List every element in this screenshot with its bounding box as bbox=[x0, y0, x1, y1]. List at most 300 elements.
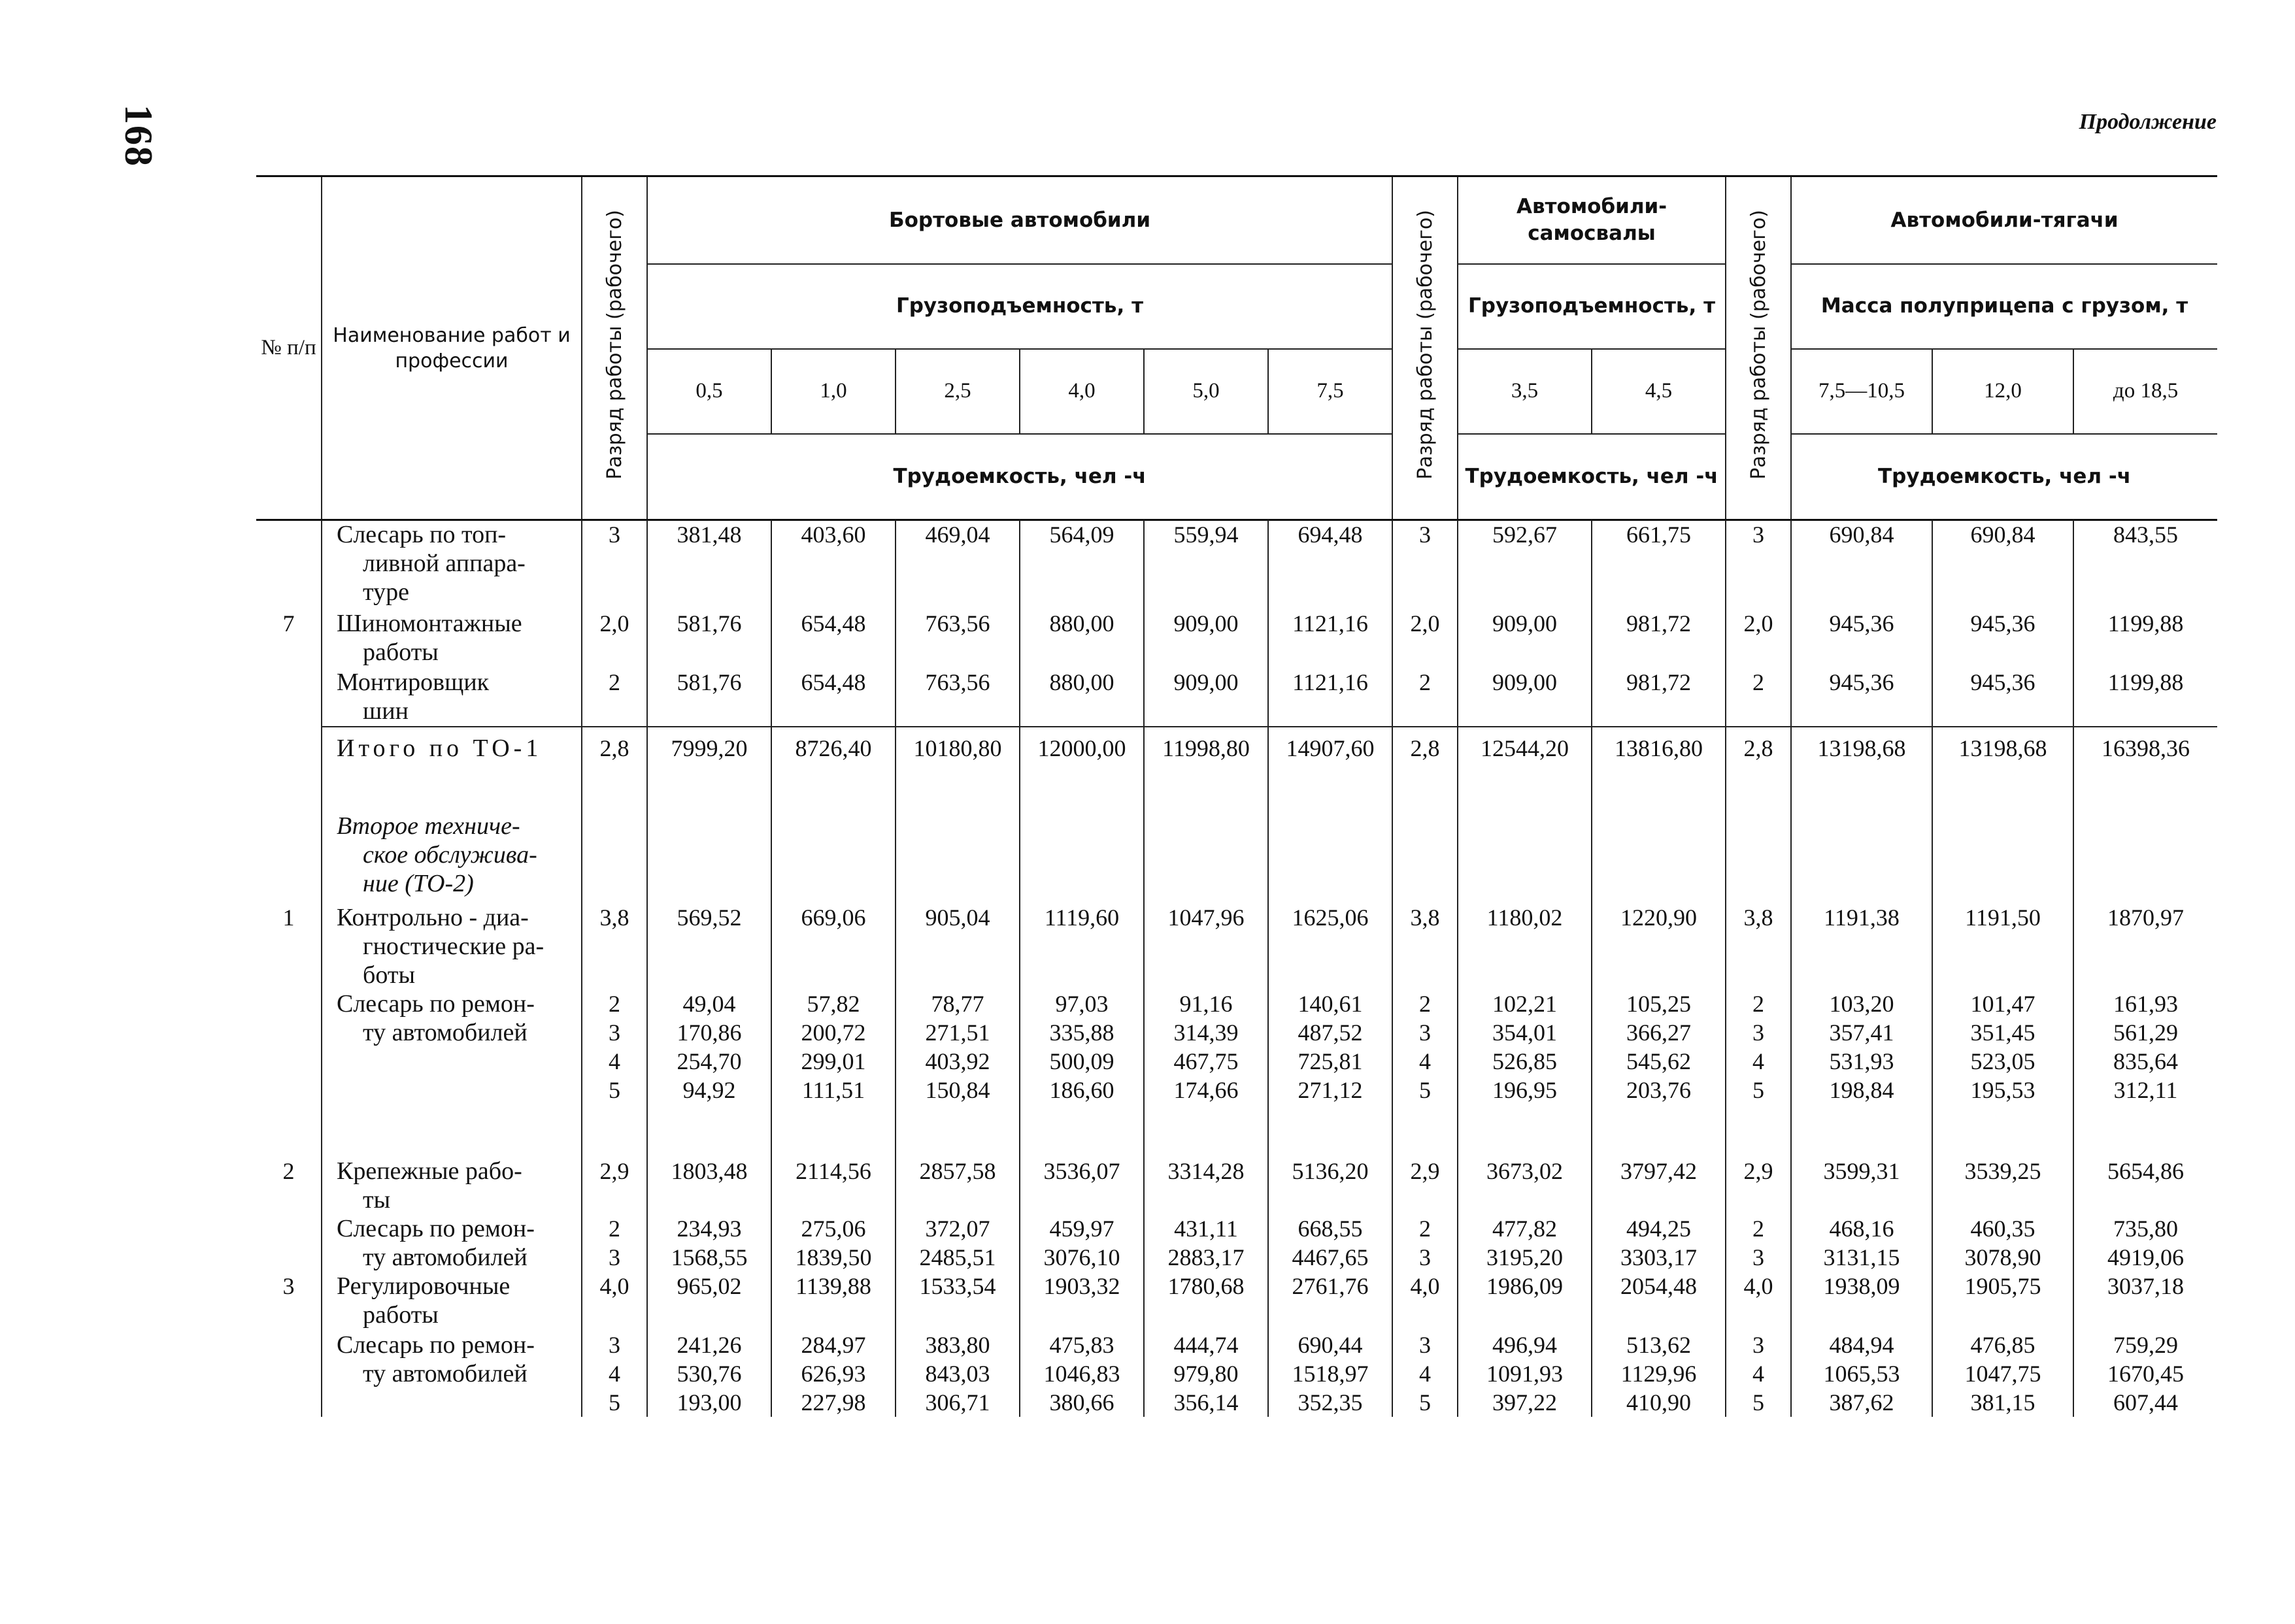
grade-cell bbox=[1392, 609, 1458, 668]
cell-value: 909,00 bbox=[1173, 610, 1239, 637]
value-cell-flatbed bbox=[1268, 727, 1392, 812]
value-cell-flatbed bbox=[896, 1133, 1020, 1214]
row-name-line: Контрольно - диа- bbox=[337, 904, 529, 931]
cell-value: 654,48 bbox=[801, 669, 866, 695]
cell-value: 5654,86 bbox=[2107, 1158, 2184, 1184]
row-name-line: Регулировочные bbox=[337, 1272, 511, 1300]
row-name bbox=[322, 1133, 582, 1214]
row-number bbox=[256, 812, 322, 903]
header-number bbox=[256, 176, 322, 520]
header-size: 5,0 bbox=[1144, 349, 1268, 434]
cell-value: 843,55 bbox=[2113, 522, 2178, 548]
cell-value: 380,66 bbox=[1049, 1389, 1114, 1416]
cell-value: 372,07 bbox=[925, 1216, 990, 1242]
cell-value: 2761,76 bbox=[1292, 1273, 1369, 1299]
header-labor-3: Трудоемкость, чел -ч bbox=[1791, 434, 2217, 520]
cell-value: 444,74 bbox=[1173, 1332, 1239, 1358]
value-cell-tractor bbox=[2073, 609, 2217, 668]
cell-value: 3 bbox=[1752, 522, 1764, 548]
value-cell-flatbed bbox=[771, 727, 896, 812]
cell-value: 945,36 bbox=[1829, 669, 1894, 695]
cell-value: 306,71 bbox=[925, 1389, 990, 1416]
grade-cell bbox=[1392, 727, 1458, 812]
grade-cell bbox=[582, 903, 647, 989]
cell-value: 312,11 bbox=[2113, 1077, 2178, 1103]
value-cell-dump bbox=[1592, 520, 1726, 609]
cell-value: 3 bbox=[1419, 522, 1431, 548]
row-name-line: ту автомобилей bbox=[363, 1244, 528, 1271]
cell-value: 12544,20 bbox=[1481, 735, 1569, 761]
cell-value: 3314,28 bbox=[1167, 1158, 1245, 1184]
cell-value: 234,93 bbox=[677, 1216, 742, 1242]
value-cell-flatbed bbox=[1020, 1272, 1144, 1331]
value-cell-flatbed bbox=[1268, 989, 1392, 1133]
cell-value: 2114,56 bbox=[796, 1158, 871, 1184]
value-cell-tractor bbox=[1791, 520, 1932, 609]
grade-cell bbox=[1392, 1272, 1458, 1331]
value-cell-dump bbox=[1592, 668, 1726, 727]
header-size: 2,5 bbox=[896, 349, 1020, 434]
cell-value: 410,90 bbox=[1626, 1389, 1691, 1416]
value-cell-flatbed bbox=[647, 727, 771, 812]
row-number bbox=[256, 1331, 322, 1417]
value-cell-flatbed bbox=[1020, 609, 1144, 668]
value-cell-tractor bbox=[1932, 668, 2073, 727]
cell-value: 195,53 bbox=[1970, 1077, 2035, 1103]
cell-value: 1533,54 bbox=[919, 1273, 996, 1299]
value-cell-flatbed bbox=[1268, 1133, 1392, 1214]
value-cell-flatbed bbox=[647, 1272, 771, 1331]
cell-value: 161,93 bbox=[2113, 991, 2178, 1017]
cell-value: 2 bbox=[1752, 991, 1764, 1017]
value-cell-flatbed bbox=[1268, 520, 1392, 609]
cell-value: 487,52 bbox=[1298, 1019, 1363, 1046]
cell-value: 431,11 bbox=[1174, 1216, 1238, 1242]
value-cell-tractor bbox=[1791, 1331, 1932, 1417]
header-size: 0,5 bbox=[647, 349, 771, 434]
cell-value: 2883,17 bbox=[1167, 1244, 1245, 1270]
row-name-line: ливной аппара- bbox=[363, 550, 526, 577]
value-cell-dump bbox=[1458, 1331, 1592, 1417]
value-cell-flatbed bbox=[647, 903, 771, 989]
header-grade-3 bbox=[1726, 176, 1791, 520]
cell-value: 271,51 bbox=[925, 1019, 990, 1046]
cell-value: 1129,96 bbox=[1620, 1361, 1697, 1387]
value-cell-dump bbox=[1592, 903, 1726, 989]
value-cell-flatbed bbox=[771, 1133, 896, 1214]
grade-cell bbox=[582, 812, 647, 903]
cell-value: 843,03 bbox=[925, 1361, 990, 1387]
header-number-text: № п/п bbox=[261, 336, 316, 360]
header-labor-1: Трудоемкость, чел -ч bbox=[647, 434, 1392, 520]
table-row bbox=[256, 903, 2217, 989]
grade-cell bbox=[1392, 1214, 1458, 1272]
cell-value: 1568,55 bbox=[671, 1244, 748, 1270]
row-name-line: Слесарь по ремон- bbox=[337, 1215, 535, 1242]
cell-value: 1938,09 bbox=[1823, 1273, 1900, 1299]
value-cell-tractor bbox=[1932, 727, 2073, 812]
cell-value: 880,00 bbox=[1049, 669, 1114, 695]
value-cell-flatbed bbox=[647, 1214, 771, 1272]
cell-value: 4467,65 bbox=[1292, 1244, 1369, 1270]
grade-cell bbox=[1392, 903, 1458, 989]
cell-value: 2485,51 bbox=[919, 1244, 996, 1270]
cell-value: 3076,10 bbox=[1043, 1244, 1120, 1270]
page-number: 168 bbox=[117, 105, 160, 167]
value-cell-flatbed bbox=[647, 812, 771, 903]
value-cell-tractor bbox=[1791, 1214, 1932, 1272]
value-cell-flatbed bbox=[771, 1331, 896, 1417]
row-name-line: Слесарь по ремон- bbox=[337, 990, 535, 1018]
cell-value: 526,85 bbox=[1492, 1048, 1557, 1074]
cell-value: 2 bbox=[1752, 669, 1764, 695]
cell-value: 94,92 bbox=[682, 1077, 736, 1103]
cell-value: 459,97 bbox=[1049, 1216, 1114, 1242]
cell-value: 170,86 bbox=[677, 1019, 742, 1046]
cell-value: 3 bbox=[609, 1332, 620, 1358]
cell-value: 945,36 bbox=[1829, 610, 1894, 637]
cell-value: 467,75 bbox=[1173, 1048, 1239, 1074]
cell-value: 3673,02 bbox=[1486, 1158, 1563, 1184]
cell-value: 2054,48 bbox=[1620, 1273, 1697, 1299]
cell-value: 284,97 bbox=[801, 1332, 866, 1358]
value-cell-flatbed bbox=[896, 727, 1020, 812]
value-cell-flatbed bbox=[647, 989, 771, 1133]
grade-cell bbox=[1392, 1331, 1458, 1417]
grade-cell bbox=[582, 1133, 647, 1214]
cell-value: 468,16 bbox=[1829, 1216, 1894, 1242]
grade-cell bbox=[1392, 1133, 1458, 1214]
cell-value: 335,88 bbox=[1049, 1019, 1114, 1046]
header-grade-1-text: Разряд работы (рабочего) bbox=[603, 209, 626, 480]
cell-value: 5 bbox=[1752, 1077, 1764, 1103]
cell-value: 241,26 bbox=[677, 1332, 742, 1358]
row-name-line: Слесарь по ремон- bbox=[337, 1331, 535, 1359]
value-cell-flatbed bbox=[1144, 1214, 1268, 1272]
cell-value: 2857,58 bbox=[919, 1158, 996, 1184]
value-cell-tractor bbox=[1791, 903, 1932, 989]
header-group-1: Бортовые автомобили bbox=[647, 176, 1392, 264]
header-size: 1,0 bbox=[771, 349, 896, 434]
cell-value: 1780,68 bbox=[1167, 1273, 1245, 1299]
cell-value: 530,76 bbox=[677, 1361, 742, 1387]
cell-value: 227,98 bbox=[801, 1389, 866, 1416]
header-grade-3-text: Разряд работы (рабочего) bbox=[1747, 209, 1770, 480]
value-cell-flatbed bbox=[896, 668, 1020, 727]
value-cell-flatbed bbox=[1268, 1331, 1392, 1417]
value-cell-flatbed bbox=[1268, 668, 1392, 727]
cell-value: 351,45 bbox=[1970, 1019, 2035, 1046]
cell-value: 4,0 bbox=[1410, 1273, 1440, 1299]
cell-value: 2 bbox=[1419, 991, 1431, 1017]
cell-value: 494,25 bbox=[1626, 1216, 1691, 1242]
cell-value: 275,06 bbox=[801, 1216, 866, 1242]
cell-value: 13198,68 bbox=[1817, 735, 1906, 761]
value-cell-tractor bbox=[2073, 727, 2217, 812]
grade-cell bbox=[1392, 520, 1458, 609]
grade-cell bbox=[582, 609, 647, 668]
value-cell-flatbed bbox=[1144, 520, 1268, 609]
cell-value: 3,8 bbox=[1743, 904, 1773, 931]
value-cell-flatbed bbox=[1020, 1214, 1144, 1272]
cell-value: 763,56 bbox=[925, 669, 990, 695]
table-row bbox=[256, 1331, 2217, 1417]
value-cell-flatbed bbox=[1020, 989, 1144, 1133]
cell-value: 254,70 bbox=[677, 1048, 742, 1074]
cell-value: 725,81 bbox=[1298, 1048, 1363, 1074]
value-cell-tractor bbox=[2073, 1133, 2217, 1214]
cell-value: 909,00 bbox=[1492, 610, 1557, 637]
cell-value: 694,48 bbox=[1298, 522, 1363, 548]
value-cell-flatbed bbox=[1144, 812, 1268, 903]
cell-value: 3 bbox=[1419, 1332, 1431, 1358]
table-row bbox=[256, 812, 2217, 903]
cell-value: 4919,06 bbox=[2107, 1244, 2184, 1270]
cell-value: 909,00 bbox=[1173, 669, 1239, 695]
grade-cell bbox=[1392, 989, 1458, 1133]
header-capacity-2: Грузоподъемность, т bbox=[1458, 264, 1726, 349]
cell-value: 314,39 bbox=[1173, 1019, 1239, 1046]
cell-value: 186,60 bbox=[1049, 1077, 1114, 1103]
cell-value: 1870,97 bbox=[2107, 904, 2184, 931]
row-number: 3 bbox=[282, 1273, 295, 1299]
cell-value: 2,0 bbox=[599, 610, 629, 637]
value-cell-flatbed bbox=[896, 989, 1020, 1133]
value-cell-tractor bbox=[1791, 609, 1932, 668]
cell-value: 475,83 bbox=[1049, 1332, 1114, 1358]
cell-value: 4,0 bbox=[599, 1273, 629, 1299]
cell-value: 668,55 bbox=[1298, 1216, 1363, 1242]
cell-value: 5136,20 bbox=[1292, 1158, 1369, 1184]
value-cell-flatbed bbox=[1020, 520, 1144, 609]
cell-value: 105,25 bbox=[1626, 991, 1691, 1017]
value-cell-flatbed bbox=[1020, 727, 1144, 812]
cell-value: 1199,88 bbox=[2107, 610, 2184, 637]
cell-value: 3,8 bbox=[599, 904, 629, 931]
value-cell-flatbed bbox=[1144, 609, 1268, 668]
row-name bbox=[322, 1214, 582, 1272]
value-cell-tractor bbox=[2073, 903, 2217, 989]
row-name bbox=[322, 812, 582, 903]
value-cell-flatbed bbox=[771, 989, 896, 1133]
grade-cell bbox=[1726, 668, 1791, 727]
value-cell-flatbed bbox=[1020, 903, 1144, 989]
cell-value: 909,00 bbox=[1492, 669, 1557, 695]
cell-value: 2 bbox=[1419, 669, 1431, 695]
cell-value: 1670,45 bbox=[2107, 1361, 2184, 1387]
cell-value: 484,94 bbox=[1829, 1332, 1894, 1358]
grade-cell bbox=[582, 1331, 647, 1417]
table-header bbox=[256, 175, 2217, 521]
cell-value: 4 bbox=[609, 1048, 620, 1074]
cell-value: 469,04 bbox=[925, 522, 990, 548]
cell-value: 140,61 bbox=[1298, 991, 1363, 1017]
cell-value: 387,62 bbox=[1829, 1389, 1894, 1416]
row-number bbox=[256, 520, 322, 609]
cell-value: 2,0 bbox=[1410, 610, 1440, 637]
grade-cell bbox=[1726, 520, 1791, 609]
row-number bbox=[256, 668, 322, 727]
value-cell-flatbed bbox=[1144, 668, 1268, 727]
cell-value: 1905,75 bbox=[1964, 1273, 2041, 1299]
value-cell-flatbed bbox=[771, 1272, 896, 1331]
value-cell-tractor bbox=[1791, 1133, 1932, 1214]
value-cell-flatbed bbox=[771, 668, 896, 727]
value-cell-dump bbox=[1592, 609, 1726, 668]
cell-value: 3 bbox=[1752, 1332, 1764, 1358]
value-cell-flatbed bbox=[896, 812, 1020, 903]
value-cell-flatbed bbox=[1020, 812, 1144, 903]
row-name bbox=[322, 989, 582, 1133]
value-cell-flatbed bbox=[771, 1214, 896, 1272]
value-cell-dump bbox=[1458, 812, 1592, 903]
row-name-line: Шиномонтажные bbox=[337, 610, 522, 637]
cell-value: 1047,96 bbox=[1167, 904, 1245, 931]
cell-value: 203,76 bbox=[1626, 1077, 1691, 1103]
value-cell-dump bbox=[1458, 1214, 1592, 1272]
row-number bbox=[256, 1214, 322, 1272]
cell-value: 4 bbox=[1752, 1361, 1764, 1387]
cell-value: 2,0 bbox=[1743, 610, 1773, 637]
value-cell-tractor bbox=[1932, 989, 2073, 1133]
cell-value: 1191,50 bbox=[1965, 904, 2041, 931]
cell-value: 2 bbox=[609, 991, 620, 1017]
header-size: 3,5 bbox=[1458, 349, 1592, 434]
cell-value: 1046,83 bbox=[1043, 1361, 1120, 1387]
cell-value: 5 bbox=[1419, 1389, 1431, 1416]
table-row bbox=[256, 668, 2217, 727]
cell-value: 1091,93 bbox=[1486, 1361, 1563, 1387]
value-cell-flatbed bbox=[647, 1331, 771, 1417]
value-cell-dump bbox=[1592, 1272, 1726, 1331]
value-cell-flatbed bbox=[1268, 903, 1392, 989]
row-number: 7 bbox=[282, 610, 295, 637]
value-cell-flatbed bbox=[1268, 1214, 1392, 1272]
cell-value: 3,8 bbox=[1410, 904, 1440, 931]
table-body bbox=[256, 520, 2217, 1417]
cell-value: 150,84 bbox=[925, 1077, 990, 1103]
value-cell-tractor bbox=[1932, 1133, 2073, 1214]
cell-value: 103,20 bbox=[1829, 991, 1894, 1017]
cell-value: 2,8 bbox=[1410, 735, 1440, 761]
cell-value: 3 bbox=[609, 522, 620, 548]
cell-value: 2 bbox=[609, 669, 620, 695]
cell-value: 835,64 bbox=[2113, 1048, 2178, 1074]
row-number bbox=[256, 727, 322, 812]
value-cell-tractor bbox=[1791, 812, 1932, 903]
row-name-line: ту автомобилей bbox=[363, 1019, 528, 1046]
cell-value: 981,72 bbox=[1626, 610, 1691, 637]
row-name bbox=[322, 903, 582, 989]
row-name-line: туре bbox=[363, 578, 409, 606]
value-cell-tractor bbox=[2073, 989, 2217, 1133]
cell-value: 581,76 bbox=[677, 610, 742, 637]
value-cell-flatbed bbox=[771, 812, 896, 903]
cell-value: 496,94 bbox=[1492, 1332, 1557, 1358]
value-cell-flatbed bbox=[647, 520, 771, 609]
cell-value: 581,76 bbox=[677, 669, 742, 695]
value-cell-dump bbox=[1458, 668, 1592, 727]
value-cell-dump bbox=[1592, 1331, 1726, 1417]
value-cell-tractor bbox=[1932, 1272, 2073, 1331]
cell-value: 607,44 bbox=[2113, 1389, 2178, 1416]
cell-value: 1139,88 bbox=[796, 1273, 871, 1299]
value-cell-flatbed bbox=[1268, 812, 1392, 903]
cell-value: 1903,32 bbox=[1043, 1273, 1120, 1299]
value-cell-flatbed bbox=[1020, 668, 1144, 727]
row-name-line: боты bbox=[363, 961, 415, 989]
header-name bbox=[322, 176, 582, 520]
cell-value: 1803,48 bbox=[671, 1158, 748, 1184]
value-cell-flatbed bbox=[647, 1133, 771, 1214]
cell-value: 8726,40 bbox=[795, 735, 872, 761]
value-cell-flatbed bbox=[896, 1214, 1020, 1272]
table-row-total bbox=[256, 727, 2217, 812]
cell-value: 111,51 bbox=[801, 1077, 865, 1103]
cell-value: 403,92 bbox=[925, 1048, 990, 1074]
cell-value: 198,84 bbox=[1829, 1077, 1894, 1103]
cell-value: 4 bbox=[1419, 1361, 1431, 1387]
cell-value: 2,8 bbox=[599, 735, 629, 761]
cell-value: 3 bbox=[609, 1244, 620, 1270]
cell-value: 3536,07 bbox=[1043, 1158, 1120, 1184]
cell-value: 3303,17 bbox=[1620, 1244, 1697, 1270]
cell-value: 690,84 bbox=[1970, 522, 2035, 548]
cell-value: 3 bbox=[609, 1019, 620, 1046]
value-cell-flatbed bbox=[1144, 1272, 1268, 1331]
cell-value: 49,04 bbox=[682, 991, 736, 1017]
row-name bbox=[322, 520, 582, 609]
cell-value: 1518,97 bbox=[1292, 1361, 1369, 1387]
value-cell-dump bbox=[1458, 727, 1592, 812]
cell-value: 16398,36 bbox=[2102, 735, 2190, 761]
value-cell-dump bbox=[1458, 1133, 1592, 1214]
cell-value: 654,48 bbox=[801, 610, 866, 637]
cell-value: 626,93 bbox=[801, 1361, 866, 1387]
value-cell-flatbed bbox=[896, 903, 1020, 989]
row-name-line: Второе техниче- bbox=[337, 812, 520, 840]
cell-value: 352,35 bbox=[1298, 1389, 1363, 1416]
cell-value: 3797,42 bbox=[1620, 1158, 1697, 1184]
value-cell-dump bbox=[1592, 727, 1726, 812]
row-name-line: шин bbox=[363, 697, 409, 725]
value-cell-flatbed bbox=[1144, 1133, 1268, 1214]
grade-cell bbox=[1726, 812, 1791, 903]
cell-value: 690,84 bbox=[1829, 522, 1894, 548]
cell-value: 3 bbox=[1419, 1244, 1431, 1270]
row-number bbox=[256, 989, 322, 1133]
value-cell-flatbed bbox=[1144, 1331, 1268, 1417]
row-name-line: ние (ТО-2) bbox=[363, 870, 474, 897]
header-group-3: Автомобили-тягачи bbox=[1791, 176, 2217, 264]
value-cell-dump bbox=[1458, 609, 1592, 668]
value-cell-flatbed bbox=[771, 520, 896, 609]
cell-value: 101,47 bbox=[1970, 991, 2035, 1017]
cell-value: 2 bbox=[609, 1216, 620, 1242]
row-name-line: ты bbox=[363, 1186, 391, 1214]
value-cell-tractor bbox=[1932, 812, 2073, 903]
value-cell-flatbed bbox=[647, 609, 771, 668]
header-grade-1 bbox=[582, 176, 647, 520]
row-name-line: Слесарь по топ- bbox=[337, 521, 507, 548]
cell-value: 735,80 bbox=[2113, 1216, 2178, 1242]
cell-value: 102,21 bbox=[1492, 991, 1557, 1017]
cell-value: 383,80 bbox=[925, 1332, 990, 1358]
cell-value: 2,9 bbox=[1743, 1158, 1773, 1184]
cell-value: 2 bbox=[1419, 1216, 1431, 1242]
cell-value: 10180,80 bbox=[913, 735, 1002, 761]
value-cell-tractor bbox=[2073, 1331, 2217, 1417]
